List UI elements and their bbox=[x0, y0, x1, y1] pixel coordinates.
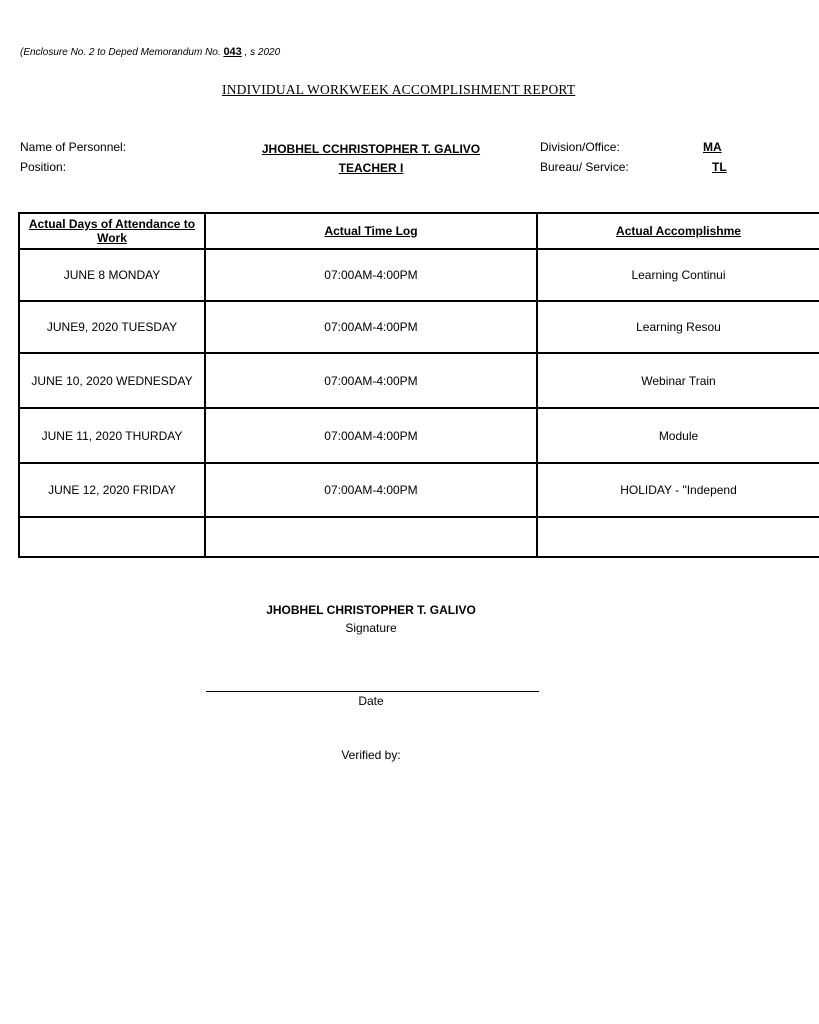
cell-time: 07:00AM-4:00PM bbox=[205, 249, 537, 301]
cell-day: JUNE 12, 2020 FRIDAY bbox=[19, 463, 205, 517]
cell-accomplishment: Learning Resou bbox=[537, 301, 819, 353]
cell-time bbox=[205, 517, 537, 557]
verified-by-label: Verified by: bbox=[341, 748, 401, 762]
cell-time: 07:00AM-4:00PM bbox=[205, 408, 537, 463]
signatory-name: JHOBHEL CHRISTOPHER T. GALIVO bbox=[266, 603, 476, 617]
cell-accomplishment: Module bbox=[537, 408, 819, 463]
cell-accomplishment: Webinar Train bbox=[537, 353, 819, 408]
table-row bbox=[19, 408, 819, 463]
accomplishment-table-container bbox=[18, 212, 741, 565]
enclosure-prefix: (Enclosure No. 2 to Deped Memorandum No. bbox=[20, 47, 224, 58]
table-row bbox=[19, 353, 819, 408]
table-row bbox=[19, 517, 819, 557]
table-header-row bbox=[19, 213, 819, 249]
personnel-name-field bbox=[206, 140, 536, 158]
header-attendance-days: Actual Days of Attendance to Work bbox=[19, 213, 205, 249]
enclosure-suffix: , s 2020 bbox=[241, 47, 281, 58]
table-row bbox=[19, 301, 819, 353]
cell-day: JUNE 11, 2020 THURDAY bbox=[19, 408, 205, 463]
personnel-name-value: JHOBHEL CCHRISTOPHER T. GALIVO bbox=[261, 142, 481, 156]
cell-day bbox=[19, 517, 205, 557]
position-value: TEACHER I bbox=[338, 161, 404, 175]
date-line bbox=[206, 691, 539, 692]
table-row bbox=[19, 463, 819, 517]
header-accomplishment: Actual Accomplishme bbox=[537, 213, 819, 249]
bureau-service-value: TL bbox=[712, 160, 727, 174]
cell-day: JUNE 10, 2020 WEDNESDAY bbox=[19, 353, 205, 408]
signature-label: Signature bbox=[345, 621, 397, 635]
cell-time: 07:00AM-4:00PM bbox=[205, 353, 537, 408]
report-title-text: INDIVIDUAL WORKWEEK ACCOMPLISHMENT REPORT bbox=[222, 82, 576, 97]
memo-number: 043 bbox=[223, 46, 242, 58]
position-label: Position: bbox=[20, 160, 67, 174]
division-office-label: Division/Office: bbox=[540, 140, 620, 154]
division-office-value: MA bbox=[703, 140, 722, 154]
table-row bbox=[19, 249, 819, 301]
enclosure-note bbox=[20, 46, 280, 58]
date-label: Date bbox=[358, 694, 384, 708]
report-title bbox=[222, 82, 575, 98]
header-time-log: Actual Time Log bbox=[205, 213, 537, 249]
position-field bbox=[206, 159, 536, 177]
cell-accomplishment: Learning Continui bbox=[537, 249, 819, 301]
cell-accomplishment bbox=[537, 517, 819, 557]
accomplishment-table bbox=[18, 212, 819, 558]
cell-accomplishment: HOLIDAY - "Independ bbox=[537, 463, 819, 517]
name-of-personnel-label: Name of Personnel: bbox=[20, 140, 127, 154]
cell-day: JUNE9, 2020 TUESDAY bbox=[19, 301, 205, 353]
cell-time: 07:00AM-4:00PM bbox=[205, 463, 537, 517]
cell-time: 07:00AM-4:00PM bbox=[205, 301, 537, 353]
cell-day: JUNE 8 MONDAY bbox=[19, 249, 205, 301]
bureau-service-label: Bureau/ Service: bbox=[540, 160, 629, 174]
